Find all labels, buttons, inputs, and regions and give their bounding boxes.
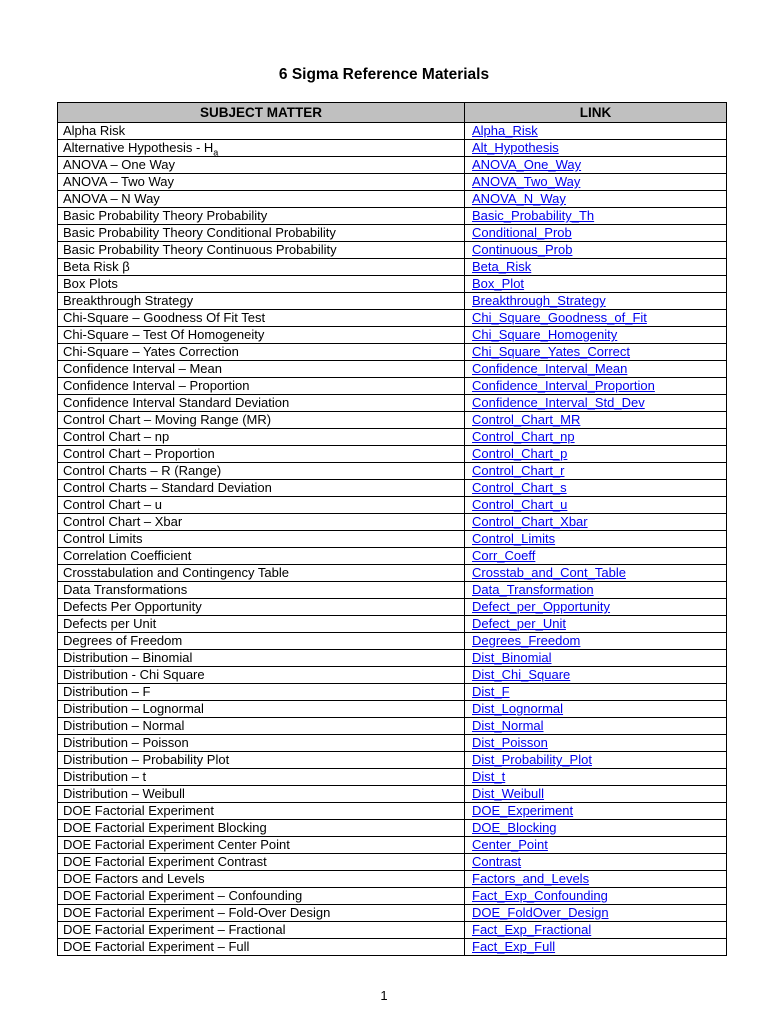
link-cell (465, 633, 727, 650)
reference-link[interactable]: Data_Transformation (472, 582, 594, 597)
link-cell (465, 191, 727, 208)
subject-cell: ANOVA – One Way (58, 157, 465, 174)
link-cell (465, 803, 727, 820)
table-row (58, 769, 727, 786)
subject-cell: Alternative Hypothesis - $H_a$ (58, 140, 465, 157)
reference-link[interactable]: DOE_FoldOver_Design (472, 905, 609, 920)
reference-link[interactable]: Dist_Lognormal (472, 701, 564, 716)
table-row (58, 497, 727, 514)
subject-cell: Control Limits (58, 531, 465, 548)
reference-link[interactable]: Dist_Weibull (472, 786, 545, 801)
link-cell (465, 293, 727, 310)
link-cell (465, 174, 727, 191)
subject-cell: DOE Factorial Experiment (58, 803, 465, 820)
subject-cell: Distribution – Probability Plot (58, 752, 465, 769)
link-cell (465, 820, 727, 837)
table-row (58, 480, 727, 497)
table-row (58, 378, 727, 395)
table-row (58, 871, 727, 888)
reference-link[interactable]: Corr_Coeff (472, 548, 536, 563)
page-title: 6 Sigma Reference Materials (278, 66, 490, 83)
link-cell (465, 939, 727, 956)
link-cell (465, 276, 727, 293)
reference-table (57, 102, 727, 956)
link-cell (465, 446, 727, 463)
reference-link[interactable]: Confidence_Interval_Proportion (472, 378, 655, 393)
link-cell (465, 616, 727, 633)
subject-cell: Distribution – Lognormal (58, 701, 465, 718)
link-cell (465, 361, 727, 378)
reference-link[interactable]: Basic_Probability_Th (472, 208, 595, 223)
subject-cell: DOE Factorial Experiment Center Point (58, 837, 465, 854)
link-cell (465, 531, 727, 548)
subject-cell: Chi-Square – Yates Correction (58, 344, 465, 361)
subject-cell: Degrees of Freedom (58, 633, 465, 650)
table-row (58, 293, 727, 310)
reference-link[interactable]: Confidence_Interval_Mean (472, 361, 628, 376)
table-row (58, 157, 727, 174)
table-row (58, 888, 727, 905)
table-row (58, 939, 727, 956)
subject-cell: Breakthrough Strategy (58, 293, 465, 310)
link-cell (465, 429, 727, 446)
link-cell (465, 548, 727, 565)
subject-cell: Confidence Interval Standard Deviation (58, 395, 465, 412)
subject-cell: Distribution - Chi Square (58, 667, 465, 684)
reference-link[interactable]: Control_Chart_r (472, 463, 565, 478)
link-cell (465, 599, 727, 616)
reference-link[interactable]: Continuous_Prob (472, 242, 573, 257)
subject-cell: Control Chart – u (58, 497, 465, 514)
link-cell (465, 344, 727, 361)
table-row (58, 922, 727, 939)
link-cell (465, 497, 727, 514)
link-header: LINK (465, 103, 727, 123)
table-row (58, 429, 727, 446)
link-cell (465, 701, 727, 718)
subject-cell: DOE Factors and Levels (58, 871, 465, 888)
reference-link[interactable]: Fact_Exp_Fractional (472, 922, 592, 937)
table-row (58, 395, 727, 412)
reference-link[interactable]: Control_Chart_s (472, 480, 567, 495)
reference-link[interactable]: Alpha_Risk (472, 123, 538, 138)
subject-cell: Data Transformations (58, 582, 465, 599)
table-row (58, 735, 727, 752)
link-cell (465, 837, 727, 854)
subject-cell: Defects Per Opportunity (58, 599, 465, 616)
reference-link[interactable]: Control_Chart_Xbar (472, 514, 588, 529)
table-row (58, 667, 727, 684)
subject-cell: Control Chart – Proportion (58, 446, 465, 463)
link-cell (465, 208, 727, 225)
link-cell (465, 565, 727, 582)
reference-link[interactable]: DOE_Blocking (472, 820, 557, 835)
reference-link[interactable]: Dist_F (472, 684, 510, 699)
reference-link[interactable]: Dist_Probability_Plot (472, 752, 592, 767)
subject-cell: ANOVA – N Way (58, 191, 465, 208)
subject-cell: DOE Factorial Experiment – Fold-Over Design (58, 905, 465, 922)
link-cell (465, 310, 727, 327)
reference-link[interactable]: Confidence_Interval_Std_Dev (472, 395, 645, 410)
subject-cell: DOE Factorial Experiment – Full (58, 939, 465, 956)
reference-link[interactable]: Box_Plot (472, 276, 525, 291)
reference-link[interactable]: Contrast (472, 854, 522, 869)
reference-link[interactable]: Dist_Poisson (472, 735, 548, 750)
reference-link[interactable]: Fact_Exp_Full (472, 939, 556, 954)
table-row (58, 599, 727, 616)
subject-cell: Beta Risk β (58, 259, 465, 276)
reference-link[interactable]: Chi_Square_Homogenity (472, 327, 618, 342)
subject-cell: Control Chart – Xbar (58, 514, 465, 531)
subject-cell: Distribution – Weibull (58, 786, 465, 803)
link-cell (465, 667, 727, 684)
reference-link[interactable]: ANOVA_One_Way (472, 157, 582, 172)
reference-link[interactable]: Dist_Chi_Square (472, 667, 571, 682)
table-header (58, 103, 727, 123)
subject-cell: Chi-Square – Goodness Of Fit Test (58, 310, 465, 327)
subject-matter-header: SUBJECT MATTER (58, 103, 465, 123)
table-row (58, 463, 727, 480)
table-row (58, 565, 727, 582)
reference-link[interactable]: DOE_Experiment (472, 803, 574, 818)
subject-cell: DOE Factorial Experiment – Confounding (58, 888, 465, 905)
table-row (58, 548, 727, 565)
link-cell (465, 650, 727, 667)
link-cell (465, 123, 727, 140)
table-row (58, 531, 727, 548)
link-cell (465, 871, 727, 888)
reference-link[interactable]: Chi_Square_Yates_Correct (472, 344, 631, 359)
subject-cell: DOE Factorial Experiment Contrast (58, 854, 465, 871)
reference-link[interactable]: Control_Limits (472, 531, 556, 546)
table-row (58, 242, 727, 259)
link-cell (465, 854, 727, 871)
subject-cell: Distribution – Poisson (58, 735, 465, 752)
table-row (58, 208, 727, 225)
subject-cell: Crosstabulation and Contingency Table (58, 565, 465, 582)
link-cell (465, 786, 727, 803)
subject-cell: ANOVA – Two Way (58, 174, 465, 191)
link-cell (465, 905, 727, 922)
subject-cell: Basic Probability Theory Probability (58, 208, 465, 225)
subject-cell: Distribution – t (58, 769, 465, 786)
subject-cell: Alpha Risk (58, 123, 465, 140)
table-row (58, 803, 727, 820)
subject-cell: Confidence Interval – Mean (58, 361, 465, 378)
table-row (58, 225, 727, 242)
page-number: 1 (380, 988, 388, 1003)
reference-link[interactable]: Beta_Risk (472, 259, 532, 274)
reference-link[interactable]: Center_Point (472, 837, 548, 852)
reference-link[interactable]: Degrees_Freedom (472, 633, 581, 648)
link-cell (465, 514, 727, 531)
table-row (58, 174, 727, 191)
subject-cell: Correlation Coefficient (58, 548, 465, 565)
link-cell (465, 242, 727, 259)
link-cell (465, 140, 727, 157)
link-cell (465, 480, 727, 497)
link-cell (465, 259, 727, 276)
link-cell (465, 395, 727, 412)
subject-cell: Basic Probability Theory Conditional Probability (58, 225, 465, 242)
link-cell (465, 752, 727, 769)
link-cell (465, 157, 727, 174)
reference-link[interactable]: Control_Chart_np (472, 429, 575, 444)
table-row (58, 191, 727, 208)
reference-link[interactable]: ANOVA_N_Way (472, 191, 566, 206)
reference-link[interactable]: Dist_t (472, 769, 506, 784)
reference-link[interactable]: ANOVA_Two_Way (472, 174, 581, 189)
table-header-row (58, 103, 727, 123)
table-row (58, 633, 727, 650)
link-cell (465, 718, 727, 735)
table-row (58, 905, 727, 922)
link-cell (465, 463, 727, 480)
table-row (58, 752, 727, 769)
subject-cell: Basic Probability Theory Continuous Probability (58, 242, 465, 259)
subject-cell: Defects per Unit (58, 616, 465, 633)
table-row (58, 276, 727, 293)
link-cell (465, 922, 727, 939)
reference-link[interactable]: Defect_per_Unit (472, 616, 566, 631)
reference-link[interactable]: Conditional_Prob (472, 225, 572, 240)
table-row (58, 837, 727, 854)
link-cell (465, 582, 727, 599)
link-cell (465, 412, 727, 429)
table-row (58, 718, 727, 735)
table-row (58, 140, 727, 157)
subject-cell: Control Chart – np (58, 429, 465, 446)
reference-link[interactable]: Alt_Hypothesis (472, 140, 559, 155)
link-cell (465, 684, 727, 701)
reference-link[interactable]: Fact_Exp_Confounding (472, 888, 608, 903)
link-cell (465, 378, 727, 395)
reference-link[interactable]: Control_Chart_MR (472, 412, 581, 427)
link-cell (465, 225, 727, 242)
subscript-text: a (213, 147, 219, 157)
subject-cell: Distribution – F (58, 684, 465, 701)
table-row (58, 259, 727, 276)
reference-link[interactable]: Crosstab_and_Cont_Table (472, 565, 626, 580)
table-row (58, 616, 727, 633)
subject-cell: Control Charts – R (Range) (58, 463, 465, 480)
table-row (58, 786, 727, 803)
table-row (58, 820, 727, 837)
subject-cell: DOE Factorial Experiment Blocking (58, 820, 465, 837)
reference-link[interactable]: Control_Chart_p (472, 446, 568, 461)
subject-cell: DOE Factorial Experiment – Fractional (58, 922, 465, 939)
table-row (58, 650, 727, 667)
table-row (58, 327, 727, 344)
subject-cell: Box Plots (58, 276, 465, 293)
table-row (58, 701, 727, 718)
link-cell (465, 735, 727, 752)
subject-cell: Chi-Square – Test Of Homogeneity (58, 327, 465, 344)
table-row (58, 310, 727, 327)
reference-link[interactable]: Breakthrough_Strategy (472, 293, 606, 308)
table-row (58, 514, 727, 531)
subject-cell: Control Chart – Moving Range (MR) (58, 412, 465, 429)
reference-link[interactable]: Dist_Normal (472, 718, 544, 733)
reference-link[interactable]: Defect_per_Opportunity (472, 599, 611, 614)
link-cell (465, 888, 727, 905)
table-row (58, 361, 727, 378)
subject-cell: Distribution – Normal (58, 718, 465, 735)
subject-cell: Distribution – Binomial (58, 650, 465, 667)
link-cell (465, 327, 727, 344)
table-row (58, 123, 727, 140)
reference-link[interactable]: Dist_Binomial (472, 650, 552, 665)
table-body (58, 123, 727, 956)
link-cell (465, 769, 727, 786)
reference-link[interactable]: Control_Chart_u (472, 497, 568, 512)
table-row (58, 446, 727, 463)
table-row (58, 344, 727, 361)
table-row (58, 582, 727, 599)
reference-link[interactable]: Factors_and_Levels (472, 871, 590, 886)
table-row (58, 684, 727, 701)
subject-cell: Confidence Interval – Proportion (58, 378, 465, 395)
table-row (58, 412, 727, 429)
subject-cell: Control Charts – Standard Deviation (58, 480, 465, 497)
reference-link[interactable]: Chi_Square_Goodness_of_Fit (472, 310, 647, 325)
table-row (58, 854, 727, 871)
